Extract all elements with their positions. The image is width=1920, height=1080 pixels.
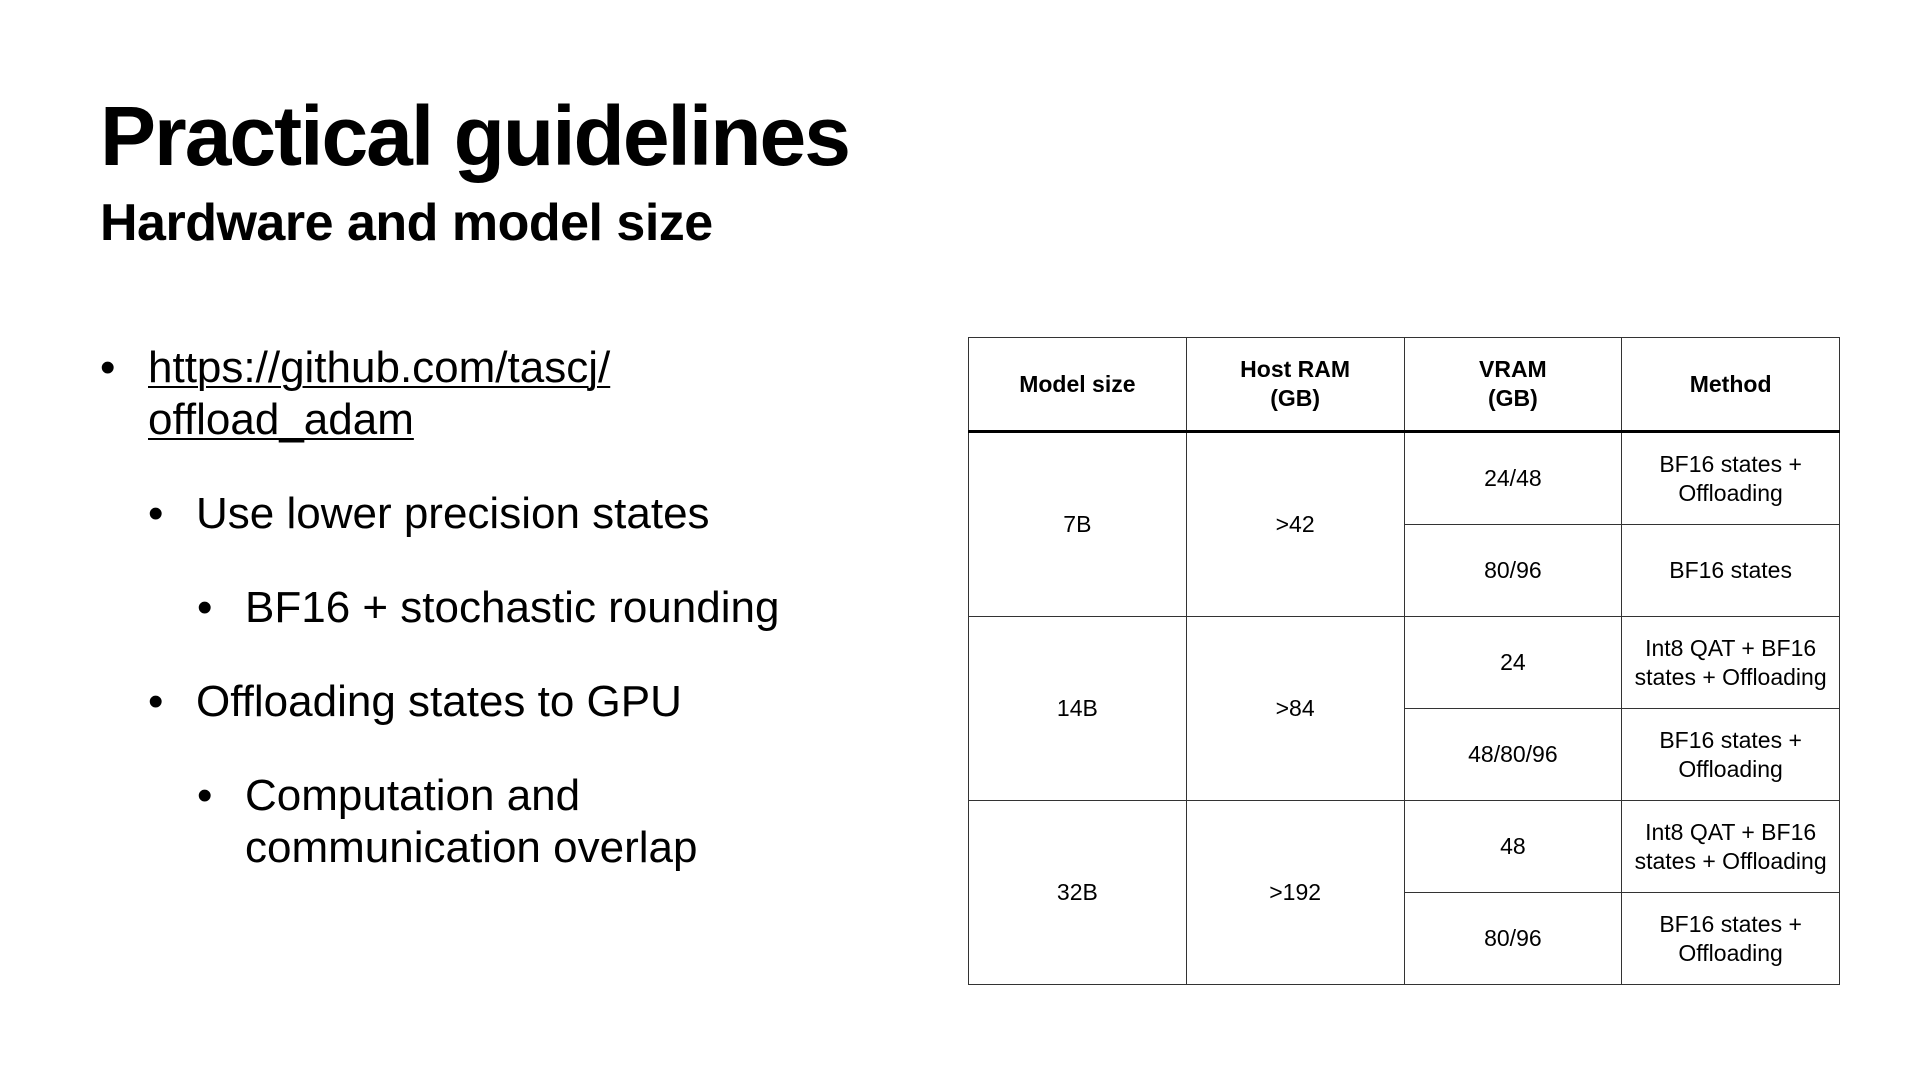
bullet-item-overlap xyxy=(197,770,880,874)
cell-vram: 80/96 xyxy=(1404,893,1622,985)
bullet-dot: • xyxy=(197,583,213,632)
cell-method: BF16 states + Offloading xyxy=(1622,893,1840,985)
cell-host-ram: >84 xyxy=(1186,617,1404,801)
bullet-link-item xyxy=(100,342,880,446)
table-row xyxy=(969,801,1840,893)
bullet-item-offloading xyxy=(148,676,880,728)
cell-host-ram: >42 xyxy=(1186,432,1404,617)
slide-title: Practical guidelines xyxy=(100,89,849,183)
cell-method: BF16 states xyxy=(1622,525,1840,617)
bullet-text: Offloading states to GPU xyxy=(196,677,682,726)
cell-method: Int8 QAT + BF16 states + Offloading xyxy=(1622,801,1840,893)
cell-method: BF16 states + Offloading xyxy=(1622,432,1840,525)
table-row xyxy=(969,432,1840,525)
header-method: Method xyxy=(1622,338,1840,432)
github-link[interactable] xyxy=(148,343,610,444)
bullet-dot: • xyxy=(197,771,213,820)
table-row xyxy=(969,617,1840,709)
cell-model-size: 14B xyxy=(969,617,1187,801)
bullet-text-line1: Computation and xyxy=(245,771,581,820)
bullet-text-line2: communication overlap xyxy=(245,823,698,872)
cell-vram: 24 xyxy=(1404,617,1622,709)
bullet-text: BF16 + stochastic rounding xyxy=(245,583,780,632)
cell-vram: 24/48 xyxy=(1404,432,1622,525)
bullet-item-bf16 xyxy=(197,582,880,634)
header-host-ram: Host RAM (GB) xyxy=(1186,338,1404,432)
cell-model-size: 32B xyxy=(969,801,1187,985)
cell-vram: 48/80/96 xyxy=(1404,709,1622,801)
link-text-line2: offload_adam xyxy=(148,395,414,444)
header-model-size: Model size xyxy=(969,338,1187,432)
bullet-item-precision xyxy=(148,488,880,540)
hardware-table xyxy=(968,337,1840,985)
bullet-text: Use lower precision states xyxy=(196,489,710,538)
slide-subtitle: Hardware and model size xyxy=(100,194,713,252)
cell-vram: 48 xyxy=(1404,801,1622,893)
table-header-row xyxy=(969,338,1840,432)
bullet-dot: • xyxy=(148,677,164,726)
cell-method: Int8 QAT + BF16 states + Offloading xyxy=(1622,617,1840,709)
cell-method: BF16 states + Offloading xyxy=(1622,709,1840,801)
bullet-list xyxy=(100,342,880,874)
cell-host-ram: >192 xyxy=(1186,801,1404,985)
link-text-line1: https://github.com/tascj/ xyxy=(148,343,611,392)
header-vram: VRAM (GB) xyxy=(1404,338,1622,432)
bullet-dot: • xyxy=(148,489,164,538)
cell-vram: 80/96 xyxy=(1404,525,1622,617)
cell-model-size: 7B xyxy=(969,432,1187,617)
bullet-dot: • xyxy=(100,343,116,392)
